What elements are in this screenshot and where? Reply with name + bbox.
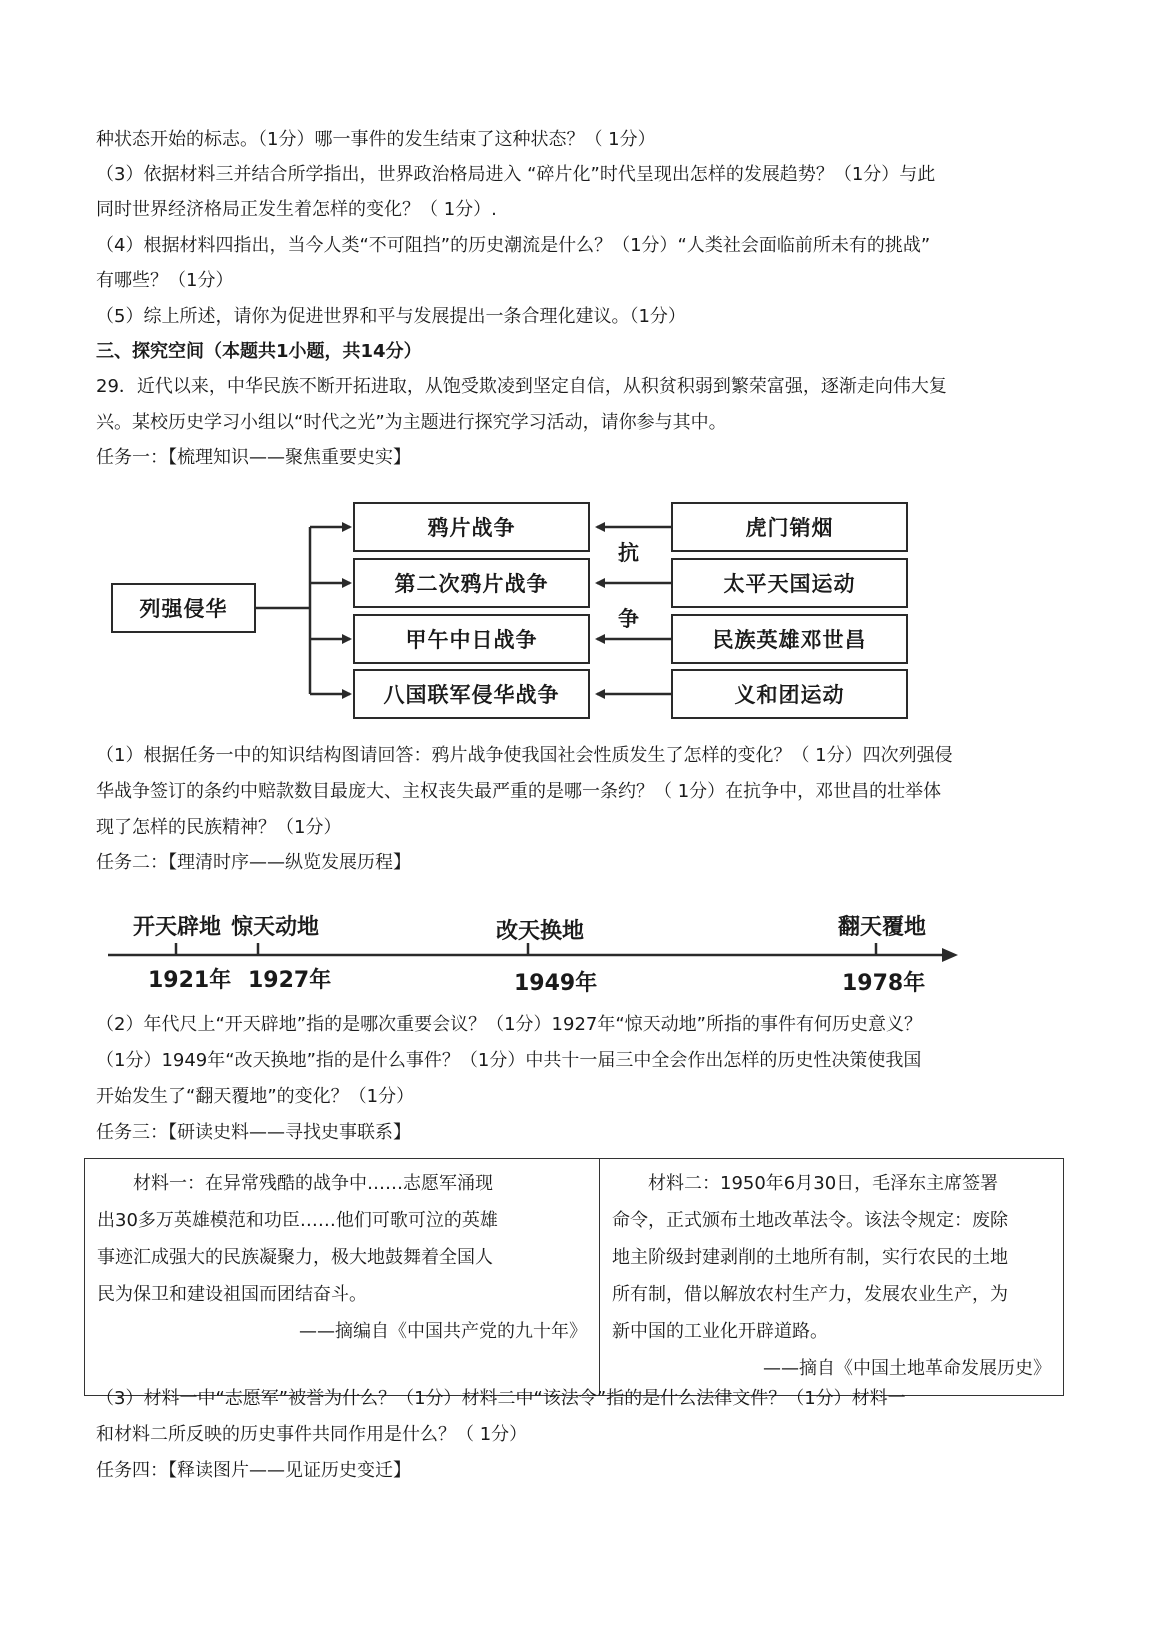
- material-line: 新中国的工业化开辟道路。: [612, 1321, 828, 1342]
- material-line: 出30多万英雄模范和功臣……他们可歌可泣的英雄: [97, 1210, 498, 1231]
- materials-table: [84, 1158, 1064, 1396]
- timeline-year: 1921年: [148, 968, 232, 993]
- text-line: 现了怎样的民族精神？（1分）: [96, 817, 342, 838]
- resistance-box: 太平天国运动: [671, 558, 908, 608]
- task-1-heading: 任务一：【梳理知识——聚焦重要史实】: [96, 447, 411, 468]
- section-heading: 三、探究空间（本题共1小题，共14分）: [96, 341, 422, 362]
- war-box: 甲午中日战争: [353, 614, 590, 664]
- task-2-heading: 任务二：【理清时序——纵览发展历程】: [96, 852, 411, 873]
- text-line: 兴。某校历史学习小组以“时代之光”为主题进行探究学习活动，请你参与其中。: [96, 412, 727, 433]
- text-line: 华战争签订的条约中赔款数目最庞大、主权丧失最严重的是哪一条约？（ 1分）在抗争中，邓世昌的壮举体: [96, 781, 942, 802]
- resistance-box: 义和团运动: [671, 669, 908, 719]
- material-line: 地主阶级封建剥削的土地所有制，实行农民的土地: [612, 1247, 1008, 1268]
- war-box: 鸦片战争: [353, 502, 590, 552]
- text-line: 种状态开始的标志。（1分）哪一事件的发生结束了这种状态？（ 1分）: [96, 129, 656, 150]
- question-3-task: （3）材料一中“志愿军”被誉为什么？（1分）材料二中“该法令”指的是什么法律文件？（1分）材料一: [96, 1388, 906, 1409]
- text-line: 开始发生了“翻天覆地”的变化？（1分）: [96, 1086, 415, 1107]
- text-line: 同时世界经济格局正发生着怎样的变化？（ 1分）.: [96, 199, 497, 220]
- resistance-box: 民族英雄邓世昌: [671, 614, 908, 664]
- timeline-year: 1927年: [248, 968, 332, 993]
- task-4-heading: 任务四：【释读图片——见证历史变迁】: [96, 1460, 411, 1481]
- material-source: ——摘编自《中国共产党的九十年》: [299, 1321, 587, 1342]
- material-line: 材料二：1950年6月30日，毛泽东主席签署: [648, 1173, 999, 1194]
- material-1-cell: [85, 1159, 600, 1396]
- question-1: （1）根据任务一中的知识结构图请回答：鸦片战争使我国社会性质发生了怎样的变化？（ 1分）四次列强侵: [96, 745, 953, 766]
- timeline-label: 惊天动地: [231, 915, 320, 940]
- root-box: 列强侵华: [111, 583, 256, 633]
- timeline-label: 改天换地: [496, 919, 585, 944]
- text-line: 有哪些？（1分）: [96, 270, 234, 291]
- material-source: ——摘自《中国土地革命发展历史》: [763, 1358, 1051, 1379]
- text-line: （1分）1949年“改天换地”指的是什么事件？（1分）中共十一届三中全会作出怎样的历史性决策使我国: [96, 1050, 922, 1071]
- timeline-year: 1978年: [842, 971, 926, 996]
- zheng-label: 争: [618, 607, 639, 631]
- timeline-year: 1949年: [514, 971, 598, 996]
- task-3-heading: 任务三：【研读史料——寻找史事联系】: [96, 1122, 411, 1143]
- material-line: 事迹汇成强大的民族凝聚力，极大地鼓舞着全国人: [97, 1247, 493, 1268]
- question-2: （2）年代尺上“开天辟地”指的是哪次重要会议？（1分）1927年“惊天动地”所指的事件有何历史意义？: [96, 1014, 923, 1035]
- resistance-box: 虎门销烟: [671, 502, 908, 552]
- war-box: 八国联军侵华战争: [353, 669, 590, 719]
- war-box: 第二次鸦片战争: [353, 558, 590, 608]
- material-line: 命令，正式颁布土地改革法令。该法令规定：废除: [612, 1210, 1008, 1231]
- material-line: 材料一：在异常残酷的战争中……志愿军涌现: [133, 1173, 493, 1194]
- material-line: 所有制，借以解放农村生产力，发展农业生产，为: [612, 1284, 1008, 1305]
- question-4: （4）根据材料四指出，当今人类“不可阻挡”的历史潮流是什么？（1分）“人类社会面临前所未有的挑战”: [96, 235, 931, 256]
- question-3: （3）依据材料三并结合所学指出，世界政治格局进入 “碎片化”时代呈现出怎样的发展趋势？（1分）与此: [96, 164, 936, 185]
- kang-label: 抗: [618, 541, 639, 565]
- question-5: （5）综上所述，请你为促进世界和平与发展提出一条合理化建议。（1分）: [96, 306, 686, 327]
- text-line: 和材料二所反映的历史事件共同作用是什么？（ 1分）: [96, 1424, 528, 1445]
- material-2-cell: [600, 1159, 1064, 1396]
- material-line: 民为保卫和建设祖国而团结奋斗。: [97, 1284, 367, 1305]
- timeline-label: 翻天覆地: [838, 915, 927, 940]
- timeline-label: 开天辟地: [133, 915, 222, 940]
- question-29: 29．近代以来，中华民族不断开拓进取，从饱受欺凌到坚定自信，从积贫积弱到繁荣富强，逐渐走向伟大复: [96, 376, 947, 397]
